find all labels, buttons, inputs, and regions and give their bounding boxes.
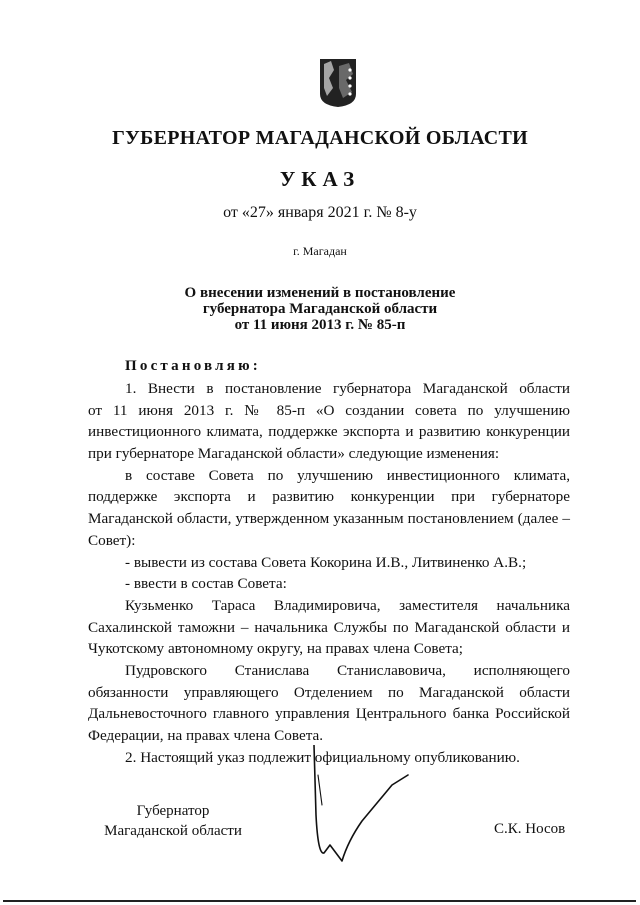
- signatory-title-line: Магаданской области: [104, 823, 242, 839]
- p4-line: Дальневосточного главного управления Центрального банка Российской: [88, 705, 570, 722]
- p2-line: поддержке экспорта и развитию конкуренции при губернаторе: [88, 488, 570, 505]
- p2-line: Совет):: [88, 532, 136, 549]
- handwritten-signature: [296, 745, 416, 873]
- p1-line: инвестиционного климата, поддержке экспорта и развитию конкуренции: [88, 423, 570, 440]
- add-members-line: - ввести в состав Совета:: [125, 575, 287, 592]
- signatory-title: [88, 801, 258, 841]
- p4-line: обязанности управляющего Отделением по Магаданской области: [88, 684, 570, 701]
- document-subject: [0, 285, 640, 333]
- postanovlyayu-heading: Постановляю:: [125, 358, 261, 374]
- p5-line: 2. Настоящий указ подлежит официальному опубликованию.: [125, 749, 520, 766]
- p1-line: 1. Внести в постановление губернатора Магаданской области: [125, 380, 570, 397]
- signatory-name: С.К. Носов: [494, 821, 566, 837]
- p3-line: Кузьменко Тараса Владимировича, заместителя начальника: [125, 597, 570, 614]
- signatory-title-line: Губернатор: [136, 803, 210, 819]
- document-date: от «27» января 2021 г. № 8-у: [223, 204, 417, 221]
- subject-line: от 11 июня 2013 г. № 85-п: [234, 317, 406, 333]
- p1-line: при губернаторе Магаданской области» следующие изменения:: [88, 445, 500, 462]
- subject-line: губернатора Магаданской области: [202, 301, 438, 317]
- document-type: УКАЗ: [279, 167, 361, 191]
- bottom-border: [3, 900, 636, 902]
- remove-members-line: - вывести из состава Совета Кокорина И.В., Литвиненко А.В.;: [125, 554, 527, 571]
- p3-line: Чукотскому автономному округу, на правах члена Совета;: [88, 640, 464, 657]
- p4-line: Пудровского Станислава Станиславовича, исполняющего: [125, 662, 570, 679]
- p2-line: в составе Совета по улучшению инвестиционного климата,: [125, 467, 570, 484]
- subject-line: О внесении изменений в постановление: [184, 285, 456, 301]
- coat-of-arms-icon: [319, 58, 357, 108]
- p3-line: Сахалинской таможни – начальника Службы по Магаданской области и: [88, 619, 570, 636]
- p4-line: Федерации, на правах члена Совета.: [88, 727, 324, 744]
- document-city: г. Магадан: [293, 244, 347, 258]
- p1-line: от 11 июня 2013 г. № 85-п «О создании совета по улучшению: [88, 402, 570, 419]
- p2-line: Магаданской области, утвержденном указанным постановлением (далее –: [88, 510, 570, 527]
- authority-title: ГУБЕРНАТОР МАГАДАНСКОЙ ОБЛАСТИ: [112, 127, 528, 149]
